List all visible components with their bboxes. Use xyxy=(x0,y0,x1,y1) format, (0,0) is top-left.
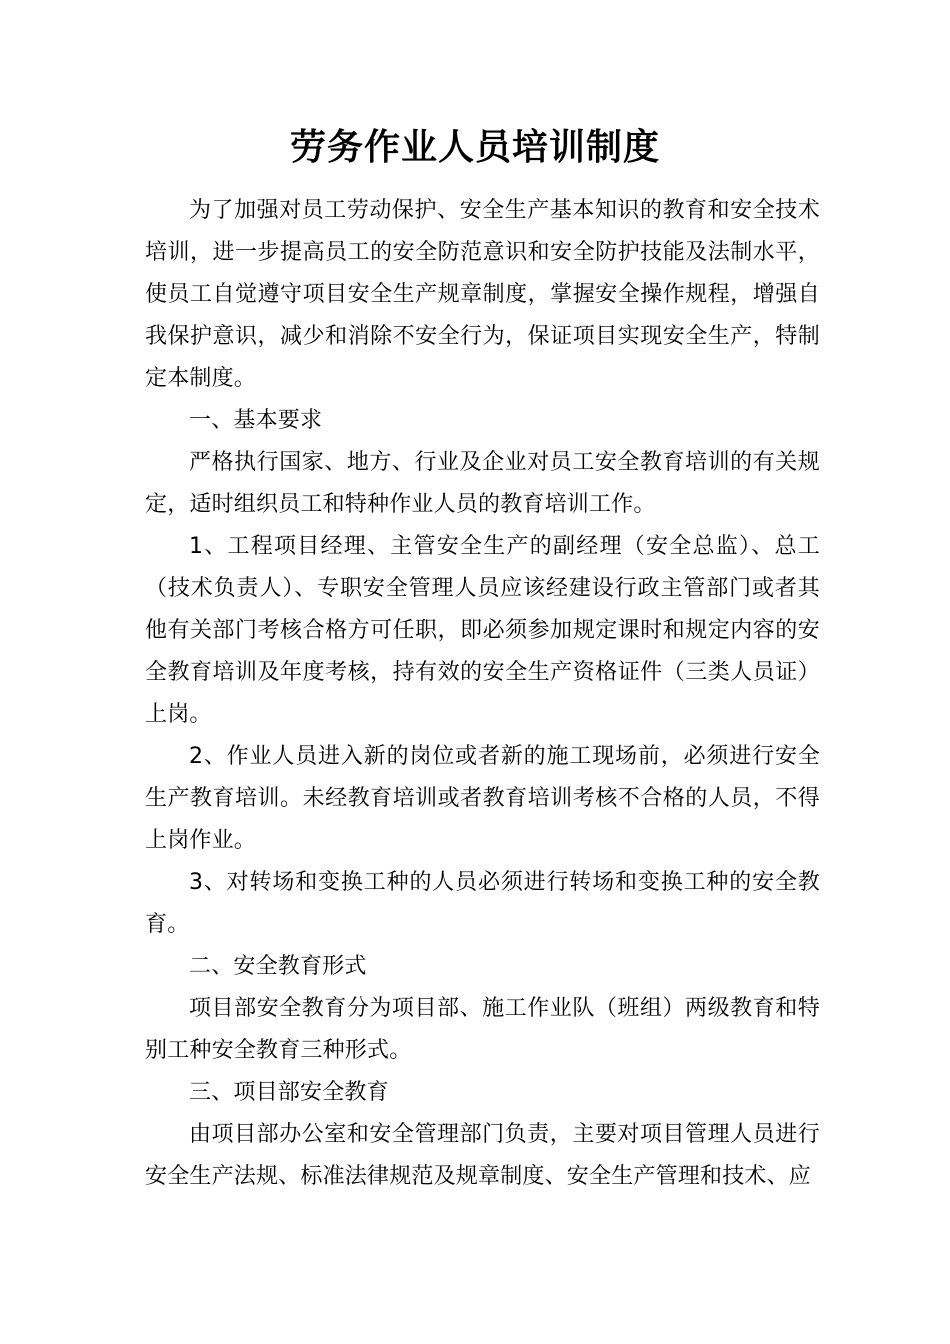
section-heading-education-forms: 二、安全教育形式 xyxy=(189,954,367,979)
requirement-item-1: 1、工程项目经理、主管安全生产的副经理（安全总监）、总工（技术负责人）、专职安全管理人员应该经建设行政主管部门或者其他有关部门考核合格方可任职，即必须参加规定课时和规定内容的安全教育培训及年度考核，持有效的安全生产资格证件（三类人员证）上岗。 xyxy=(145,534,820,727)
requirement-item-2: 2、作业人员进入新的岗位或者新的施工现场前，必须进行安全生产教育培训。未经教育培训或者教育培训考核不合格的人员，不得上岗作业。 xyxy=(145,744,820,853)
section-heading-basic-requirements: 一、基本要求 xyxy=(189,408,323,433)
education-forms-paragraph: 项目部安全教育分为项目部、施工作业队（班组）两级教育和特别工种安全教育三种形式。 xyxy=(145,996,820,1063)
requirement-item-3: 3、对转场和变换工种的人员必须进行转场和变换工种的安全教育。 xyxy=(145,870,820,937)
intro-paragraph: 为了加强对员工劳动保护、安全生产基本知识的教育和安全技术培训，进一步提高员工的安全防范意识和安全防护技能及法制水平，使员工自觉遵守项目安全生产规章制度，掌握安全操作规程，增强自我保护意识，减少和消除不安全行为，保证项目实现安全生产，特制定本制度。 xyxy=(145,198,820,391)
section-heading-project-education: 三、项目部安全教育 xyxy=(189,1080,389,1105)
document-title: 劳务作业人员培训制度 xyxy=(289,126,660,168)
document-body xyxy=(145,190,820,1198)
basic-requirements-paragraph: 严格执行国家、地方、行业及企业对员工安全教育培训的有关规定，适时组织员工和特种作业人员的教育培训工作。 xyxy=(145,450,820,517)
project-education-paragraph: 由项目部办公室和安全管理部门负责，主要对项目管理人员进行安全生产法规、标准法律规范及规章制度、安全生产管理和技术、应 xyxy=(145,1122,820,1189)
